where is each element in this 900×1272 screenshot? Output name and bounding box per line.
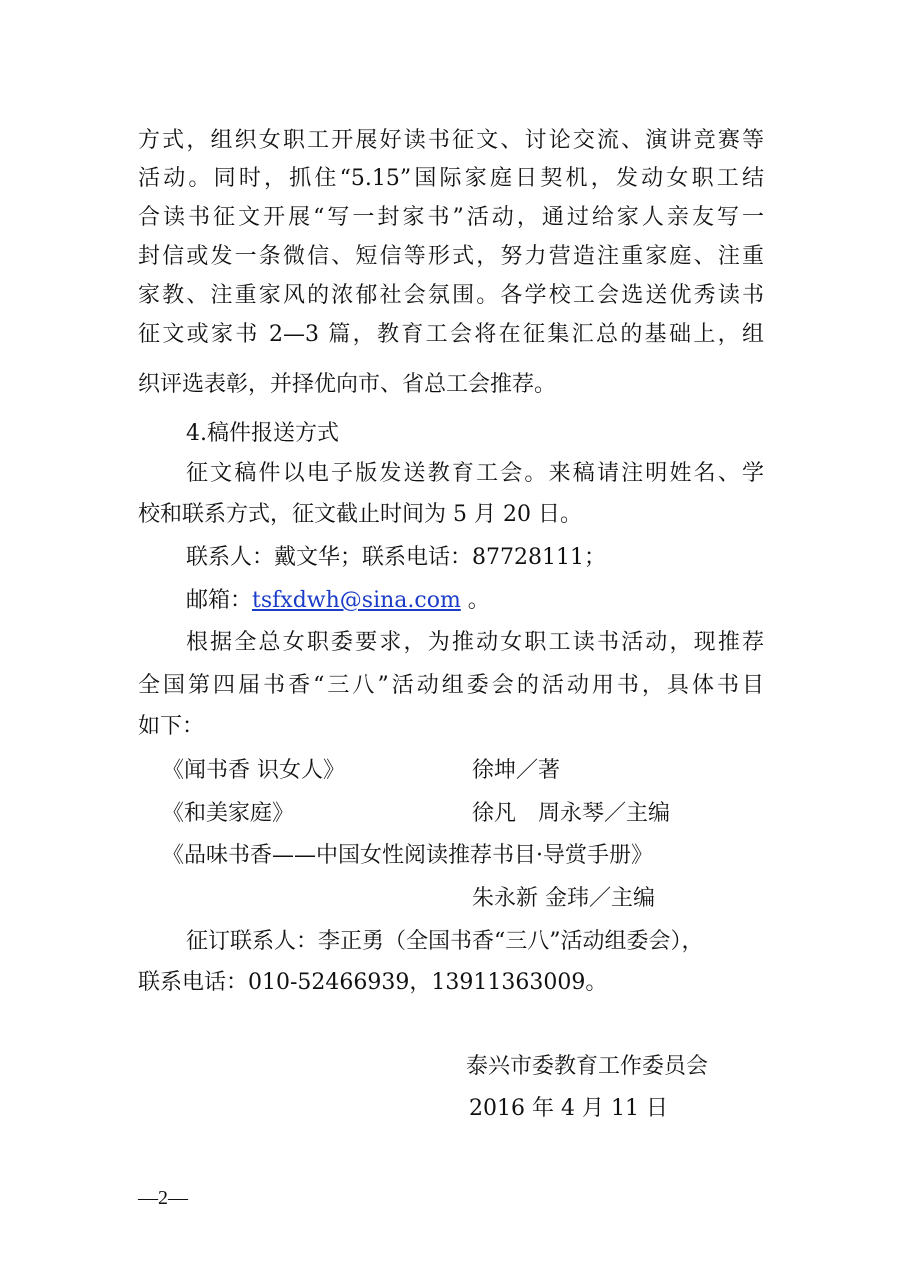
body-text-line: 征文或家书 2—3 篇，教育工会将在征集汇总的基础上，组 — [138, 322, 764, 347]
order-contact-line: 征订联系人：李正勇（全国书香“三八”活动组委会）， — [186, 929, 704, 954]
body-text-line: 合读书征文开展“写一封家书”活动，通过给家人亲友写一 — [138, 205, 764, 230]
book-author: 徐凡 周永琴／主编 — [472, 801, 671, 826]
section-heading: 4.稿件报送方式 — [186, 421, 339, 446]
body-text-line: 家教、注重家风的浓郁社会氛围。各学校工会选送优秀读书 — [138, 283, 764, 308]
email-suffix: 。 — [460, 588, 490, 613]
book-title: 《品味书香——中国女性阅读推荐书目·导赏手册》 — [162, 843, 653, 868]
body-text-line: 织评选表彰，并择优向市、省总工会推荐。 — [138, 372, 557, 397]
book-author: 徐坤／著 — [472, 758, 561, 783]
signature-date: 2016 年 4 月 11 日 — [469, 1096, 668, 1121]
book-title: 《和美家庭》 — [162, 801, 295, 826]
body-text-line: 征文稿件以电子版发送教育工会。来稿请注明姓名、学 — [186, 461, 764, 486]
book-title: 《闻书香 识女人》 — [162, 758, 345, 783]
body-text-line: 活动。同时，抓住“5.15”国际家庭日契机，发动女职工结 — [138, 166, 764, 191]
body-text-line: 封信或发一条微信、短信等形式，努力营造注重家庭、注重 — [138, 244, 764, 269]
body-text-line: 根据全总女职委要求，为推动女职工读书活动，现推荐 — [186, 630, 764, 655]
book-author: 朱永新 金玮／主编 — [472, 886, 655, 911]
body-text-line: 如下： — [138, 714, 205, 739]
email-label: 邮箱： — [186, 588, 253, 613]
body-text-line: 方式，组织女职工开展好读书征文、讨论交流、演讲竞赛等 — [138, 128, 764, 153]
body-text-line: 校和联系方式，征文截止时间为 5 月 20 日。 — [138, 502, 582, 527]
email-link[interactable]: tsfxdwh@sina.com — [252, 588, 461, 613]
contact-person-line: 联系人：戴文华；联系电话：87728111； — [186, 545, 606, 570]
signature-org: 泰兴市委教育工作委员会 — [465, 1054, 708, 1079]
body-text-line: 全国第四届书香“三八”活动组委会的活动用书，具体书目 — [138, 673, 764, 698]
order-contact-line: 联系电话：010-52466939，13911363009。 — [138, 970, 608, 995]
email-line — [186, 588, 490, 614]
page-number: —2— — [138, 1187, 188, 1209]
